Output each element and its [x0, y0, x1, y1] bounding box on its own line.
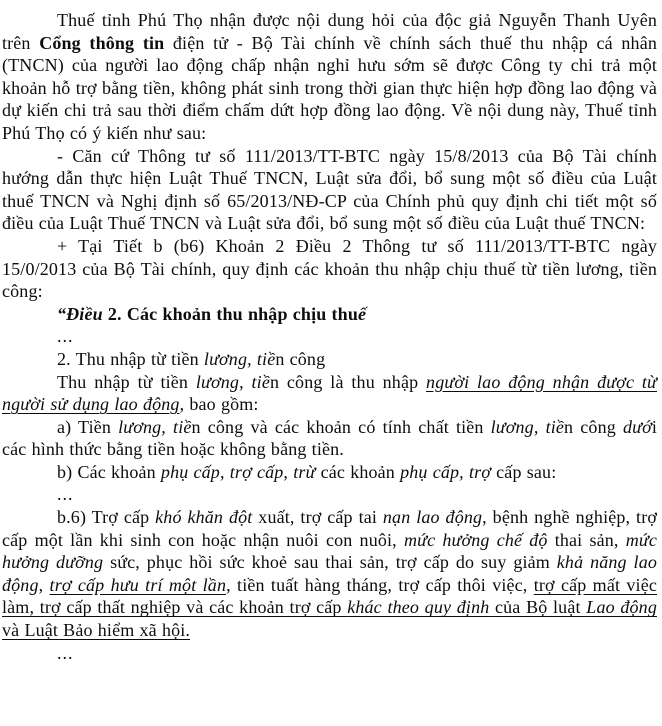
- text-segment: 2. Các khoản thu nhập chịu thu: [102, 303, 358, 324]
- text-segment: Thu nhập từ tiền: [57, 371, 196, 392]
- text-segment: ...: [57, 642, 74, 663]
- ellipsis-line: [2, 642, 657, 665]
- text-segment: phụ cấp, trợ cấp, trừ: [160, 461, 316, 482]
- text-segment: trợ cấp mất việc làm, trợ cấp thất nghiệp và các khoản trợ cấp: [2, 574, 657, 618]
- text-segment: mức hưởng chế độ: [403, 529, 548, 550]
- paragraph-point-b6: [2, 506, 657, 642]
- heading-article-2: [2, 303, 657, 326]
- paragraph-circular-basis: [2, 145, 657, 235]
- paragraph-point-a: [2, 416, 657, 461]
- text-segment: n công và các khoản có tính chất tiền: [191, 416, 491, 437]
- text-segment: n công: [275, 348, 326, 369]
- paragraph-intro: [2, 9, 657, 145]
- text-segment: lương, tiề: [490, 416, 565, 437]
- text-segment: “Điều: [57, 303, 103, 324]
- text-segment: của Bộ luật: [489, 597, 587, 618]
- text-segment: dướ: [622, 416, 652, 437]
- text-segment: người lao động nhận được từ người sử dụng lao động: [2, 371, 657, 415]
- text-segment: khó khăn đột: [155, 507, 253, 528]
- text-segment: , bao gồm:: [179, 394, 259, 415]
- ellipsis-line: [2, 483, 657, 506]
- text-segment: cấp sau:: [491, 461, 557, 482]
- text-segment: Lao động: [586, 597, 657, 618]
- text-segment: Cổng thông tin: [39, 32, 165, 53]
- text-segment: ...: [57, 326, 74, 347]
- text-segment: và Luật Bảo hiểm xã hội.: [2, 620, 191, 641]
- text-segment: lương, tiề: [118, 416, 192, 437]
- text-segment: ...: [57, 484, 74, 505]
- text-segment: lương, tiề: [203, 348, 276, 369]
- text-segment: b.6) Trợ cấp: [57, 507, 156, 528]
- text-segment: khác theo quy định: [347, 597, 490, 618]
- text-segment: 2. Thu nhập từ tiền: [57, 348, 204, 369]
- text-segment: , bệnh nghề nghiệp, trợ cấp một lần khi sinh con hoặc nhận nuôi con nuôi,: [2, 507, 658, 550]
- text-segment: nạn lao động: [382, 507, 483, 528]
- text-segment: xuất, trợ cấp tai: [252, 507, 383, 528]
- text-segment: lương, tiề: [195, 371, 270, 392]
- text-segment: + Tại Tiết b (b6) Khoản 2 Điều 2 Thông tư số 111/2013/TT-BTC ngày 15/0/2013 của Bộ Tài chính, quy định các khoản thu nhập chịu thuế từ tiền lương, tiền công:: [2, 235, 657, 302]
- paragraph-point-b: [2, 461, 657, 484]
- paragraph-income-definition: [2, 371, 657, 416]
- text-segment: - Căn cứ Thông tư số 111/2013/TT-BTC ngày 15/8/2013 của Bộ Tài chính hướng dẫn thực hiện Luật Thuế TNCN, Luật sửa đổi, bổ sung một số điều của Luật thuế TNCN và Nghị định số 65/2013/NĐ-CP của Chính phủ quy định chi tiết một số điều của Luật Thuế TNCN và Luật sửa đổi, bổ sung một số điều của Luật thuế TNCN:: [2, 145, 657, 234]
- text-segment: a) Tiền: [57, 416, 119, 437]
- text-segment: ế: [358, 303, 367, 324]
- paragraph-point-reference: [2, 235, 657, 303]
- text-segment: điện tử - Bộ Tài chính về chính sách thuế thu nhập cá nhân (TNCN) của người lao động chấp nhận nghỉ hưu sớm sẽ được Công ty chi trả một khoản hỗ trợ bằng tiền, không phát sinh trong thời gian thực hiện hợp đồng lao động và dự kiến chi trả sau thời điểm chấm dứt hợp đồng lao động. Về nội dung này, Thuế tỉnh Phú Thọ có ý kiến như sau:: [2, 32, 657, 143]
- text-segment: b) Các khoản: [57, 461, 161, 482]
- text-segment: i các hình thức bằng tiền hoặc không bằng tiền.: [2, 416, 658, 460]
- text-segment: khả năng lao động: [2, 552, 658, 595]
- ellipsis-line: [2, 325, 657, 348]
- paragraph-clause-2: [2, 348, 657, 371]
- text-segment: n công: [564, 416, 623, 437]
- text-segment: phụ cấp, trợ: [400, 461, 492, 482]
- text-segment: thai sản,: [547, 529, 626, 550]
- text-segment: mức hưởng dưỡng: [2, 529, 658, 573]
- text-segment: n công là thu nhập: [269, 371, 427, 392]
- text-segment: ,: [38, 574, 50, 595]
- text-segment: trợ cấp hưu trí một lần: [49, 574, 227, 595]
- text-segment: , tiền tuất hàng tháng, trợ cấp thôi việc,: [226, 574, 534, 595]
- text-segment: sức, phục hồi sức khoẻ sau thai sản, trợ cấp do suy giảm: [103, 552, 557, 573]
- text-segment: Thuế tỉnh Phú Thọ nhận được nội dung hỏi của độc giả Nguyễn Thanh Uyên trên: [2, 10, 657, 53]
- text-segment: các khoản: [315, 461, 401, 482]
